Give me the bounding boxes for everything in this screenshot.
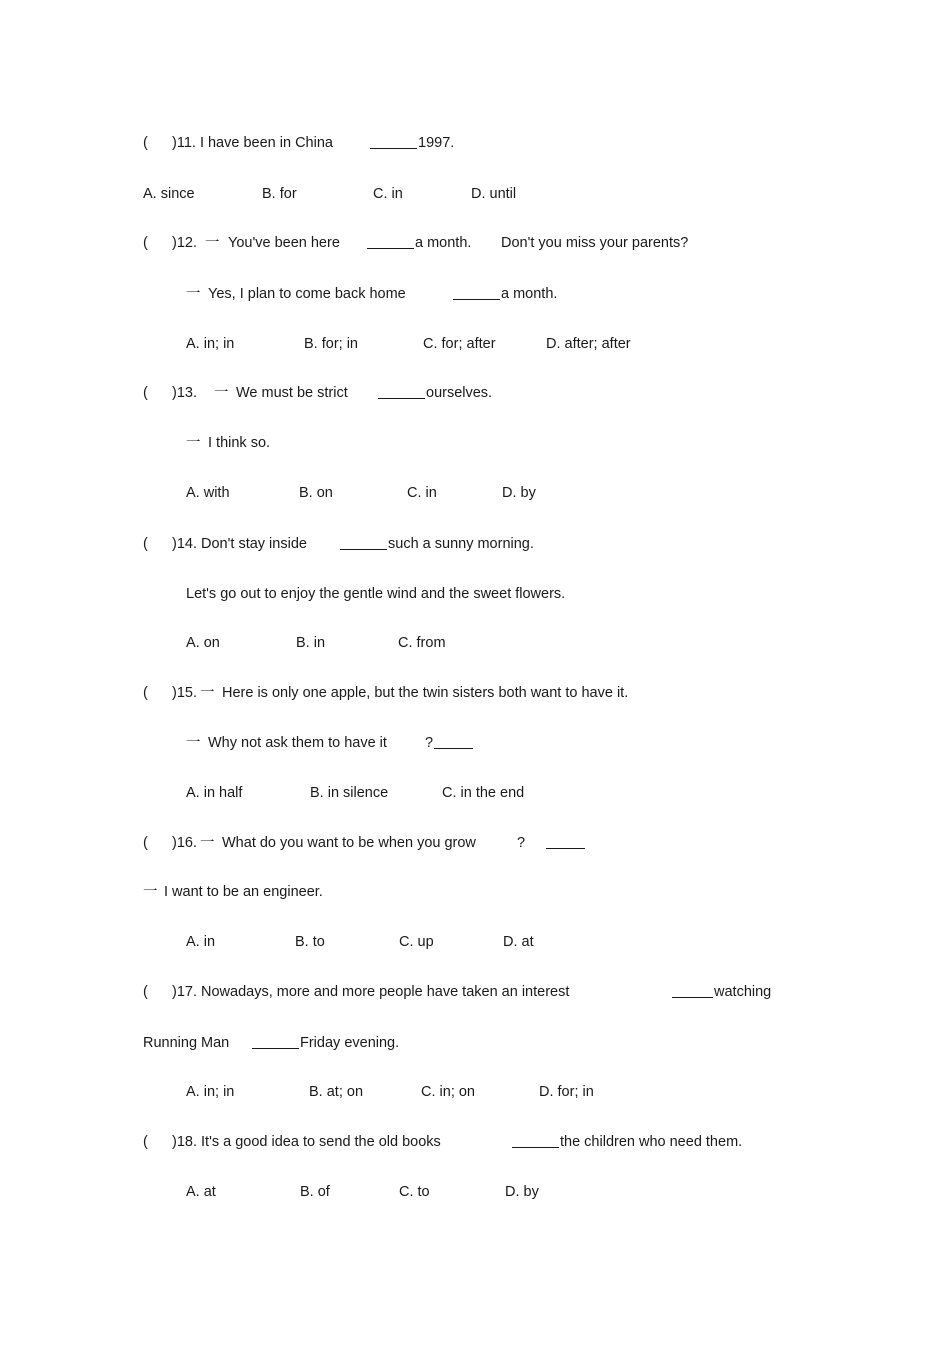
- answer-paren: (: [143, 685, 148, 701]
- answer-blank: [672, 983, 713, 998]
- option-b: B. at; on: [309, 1084, 364, 1100]
- answer-blank: [546, 834, 585, 849]
- option-a: A. on: [186, 635, 220, 651]
- question-text: Running Man: [143, 1035, 230, 1051]
- option-c: C. in the end: [442, 785, 525, 801]
- answer-blank: [370, 134, 417, 149]
- dialogue-dash: 一: [186, 435, 201, 451]
- answer-paren: (: [143, 1134, 148, 1150]
- option-a: A. in half: [186, 785, 243, 801]
- dialogue-dash: 一: [200, 835, 215, 851]
- option-b: B. on: [299, 485, 333, 501]
- option-d: D. by: [505, 1184, 539, 1200]
- dialogue-dash: 一: [200, 685, 215, 701]
- question-text: the children who need them.: [560, 1134, 743, 1150]
- answer-blank: [453, 285, 500, 300]
- question-text: What do you want to be when you grow: [222, 835, 476, 851]
- answer-blank: [378, 384, 425, 399]
- answer-blank: [252, 1034, 299, 1049]
- question-number: )12.: [172, 235, 197, 251]
- answer-paren: (: [143, 536, 148, 552]
- question-text: Friday evening.: [300, 1035, 400, 1051]
- question-text: )14. Don't stay inside: [172, 536, 307, 552]
- answer-blank: [340, 535, 387, 550]
- question-number: )13.: [172, 385, 197, 401]
- dialogue-dash: 一: [143, 884, 158, 900]
- question-text: Don't you miss your parents?: [501, 235, 689, 251]
- option-b: B. for; in: [304, 336, 358, 352]
- option-a: A. in: [186, 934, 216, 950]
- reply-text: I think so.: [208, 435, 271, 451]
- option-c: C. from: [398, 635, 446, 651]
- question-text: Here is only one apple, but the twin sisters both want to have it.: [222, 685, 629, 701]
- option-d: D. after; after: [546, 336, 631, 352]
- reply-text: I want to be an engineer.: [164, 884, 323, 900]
- option-d: D. until: [471, 186, 517, 202]
- answer-blank: [367, 234, 414, 249]
- answer-blank: [434, 734, 473, 749]
- question-text: a month.: [415, 235, 472, 251]
- question-number: )16.: [172, 835, 197, 851]
- option-c: C. up: [399, 934, 434, 950]
- question-text: )11. I have been in China: [172, 135, 333, 151]
- question-text: 1997.: [418, 135, 455, 151]
- answer-paren: (: [143, 385, 148, 401]
- option-a: A. with: [186, 485, 230, 501]
- question-text: such a sunny morning.: [388, 536, 534, 552]
- answer-blank: [512, 1133, 559, 1148]
- option-b: B. to: [295, 934, 325, 950]
- option-d: D. by: [502, 485, 536, 501]
- reply-text: Yes, I plan to come back home: [208, 286, 406, 302]
- question-text: watching: [714, 984, 772, 1000]
- answer-paren: (: [143, 235, 148, 251]
- option-a: A. in; in: [186, 336, 235, 352]
- question-text: )18. It's a good idea to send the old books: [172, 1134, 441, 1150]
- question-text: You've been here: [228, 235, 340, 251]
- option-d: D. for; in: [539, 1084, 594, 1100]
- dialogue-dash: 一: [214, 385, 229, 401]
- option-d: D. at: [503, 934, 534, 950]
- dialogue-dash: 一: [205, 235, 220, 251]
- question-text: )17. Nowadays, more and more people have taken an interest: [172, 984, 570, 1000]
- option-b: B. of: [300, 1184, 330, 1200]
- dialogue-dash: 一: [186, 286, 201, 302]
- option-c: C. for; after: [423, 336, 496, 352]
- answer-paren: (: [143, 835, 148, 851]
- answer-paren: (: [143, 135, 148, 151]
- question-text: We must be strict: [236, 385, 348, 401]
- option-a: A. since: [143, 186, 195, 202]
- option-b: B. for: [262, 186, 297, 202]
- reply-text: Why not ask them to have it: [208, 735, 387, 751]
- option-a: A. at: [186, 1184, 216, 1200]
- answer-paren: (: [143, 984, 148, 1000]
- question-mark: ?: [425, 735, 434, 751]
- question-number: )15.: [172, 685, 197, 701]
- option-a: A. in; in: [186, 1084, 235, 1100]
- reply-text: a month.: [501, 286, 558, 302]
- question-text: ourselves.: [426, 385, 493, 401]
- option-b: B. in silence: [310, 785, 389, 801]
- question-mark: ?: [517, 835, 526, 851]
- option-c: C. in: [407, 485, 437, 501]
- option-b: B. in: [296, 635, 326, 651]
- option-c: C. in: [373, 186, 403, 202]
- dialogue-dash: 一: [186, 735, 201, 751]
- option-c: C. to: [399, 1184, 430, 1200]
- option-c: C. in; on: [421, 1084, 475, 1100]
- question-text: Let's go out to enjoy the gentle wind and the sweet flowers.: [186, 586, 566, 602]
